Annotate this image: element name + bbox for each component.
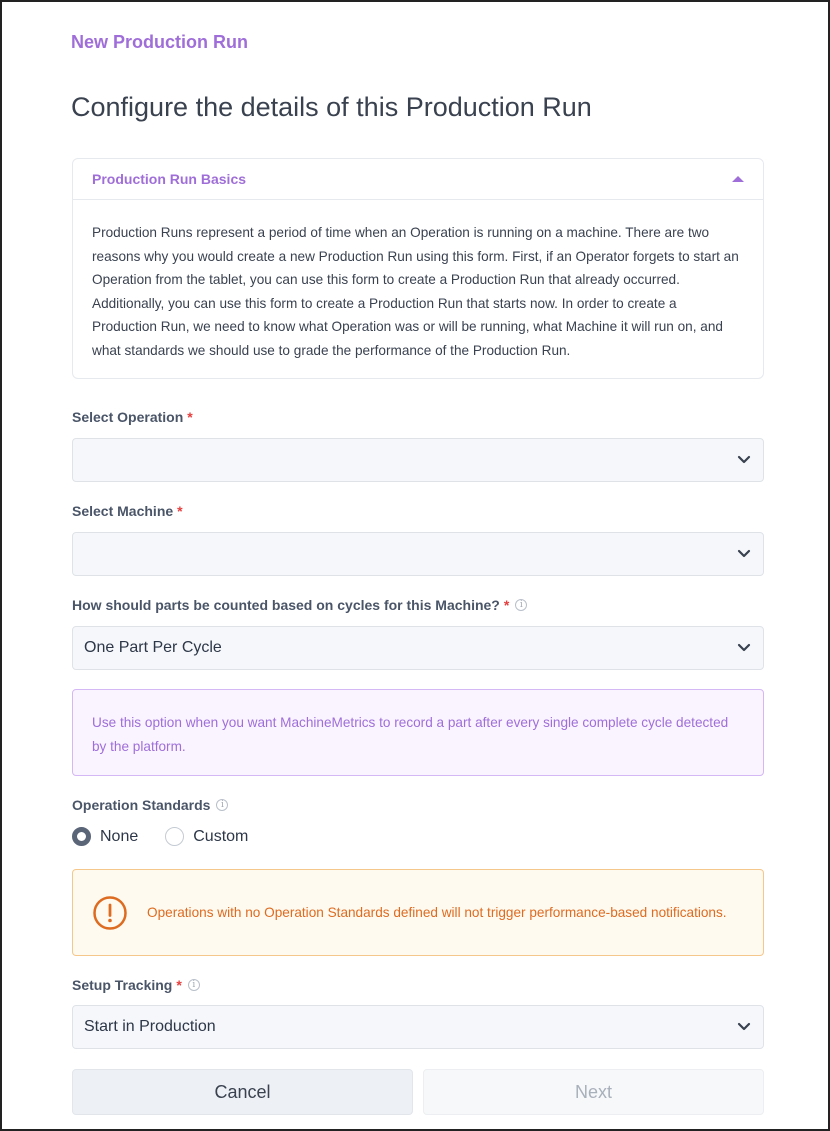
- standards-warning-text: Operations with no Operation Standards defined will not trigger performance-based notifications.: [147, 904, 727, 920]
- operation-label: [72, 409, 193, 425]
- basics-accordion-title: Production Run Basics: [92, 171, 247, 187]
- setup-tracking-select[interactable]: [72, 1005, 764, 1049]
- machine-label: [72, 503, 183, 519]
- chevron-down-icon: [737, 455, 751, 465]
- setup-tracking-label-text: Setup Tracking: [72, 977, 173, 993]
- page-title: Configure the details of this Production Run: [71, 92, 592, 122]
- part-counting-select-value: One Part Per Cycle: [84, 639, 222, 656]
- setup-tracking-label: [72, 977, 200, 993]
- next-button[interactable]: Next: [423, 1069, 764, 1115]
- page-eyebrow: New Production Run: [71, 32, 248, 52]
- info-icon[interactable]: i: [216, 799, 228, 811]
- radio-label: Custom: [193, 827, 249, 845]
- radio-label: None: [100, 827, 139, 845]
- required-marker: *: [176, 977, 182, 993]
- info-icon[interactable]: i: [188, 979, 200, 991]
- info-icon[interactable]: i: [515, 599, 527, 611]
- cancel-button[interactable]: Cancel: [72, 1069, 413, 1115]
- standards-label-text: Operation Standards: [72, 797, 211, 813]
- radio-unchecked-icon[interactable]: [165, 827, 184, 846]
- standards-label: [72, 797, 228, 813]
- operation-select[interactable]: [72, 438, 764, 482]
- required-marker: *: [187, 409, 193, 425]
- operation-label-text: Select Operation: [72, 409, 184, 425]
- machine-label-text: Select Machine: [72, 503, 174, 519]
- required-marker: *: [503, 597, 510, 613]
- chevron-down-icon: [737, 643, 751, 653]
- chevron-down-icon: [737, 1022, 751, 1032]
- alert-circle-icon: [92, 895, 128, 931]
- standards-warning: [72, 869, 764, 956]
- radio-checked-icon[interactable]: [72, 827, 91, 846]
- part-counting-select[interactable]: [72, 626, 764, 670]
- machine-select[interactable]: [72, 532, 764, 576]
- collapse-caret-icon[interactable]: [732, 176, 744, 182]
- basics-accordion: [72, 158, 764, 379]
- basics-description: Production Runs represent a period of time when an Operation is running on a machine. There are two reasons why you would create a new Production Run using this form. First, if an Operator forgets to start an Operation from the tablet, you can use this form to create a Production Run that already occurred. Additionally, you can use this form to create a Production Run that starts now. In order to create a Production Run, we need to know what Operation was or will be running, what Machine it will run on, and what standards we should use to grade the performance of the Production Run.: [92, 225, 739, 358]
- chevron-down-icon: [737, 549, 751, 559]
- standards-radio-custom[interactable]: [165, 827, 248, 846]
- basics-accordion-header[interactable]: [73, 159, 763, 200]
- part-counting-help: Use this option when you want MachineMetrics to record a part after every single complete cycle detected by the platform.: [72, 689, 764, 776]
- required-marker: *: [177, 503, 183, 519]
- standards-radio-group: [72, 827, 275, 846]
- standards-radio-none[interactable]: [72, 827, 138, 846]
- setup-tracking-select-value: Start in Production: [84, 1018, 216, 1035]
- part-counting-label: [72, 597, 527, 613]
- part-counting-label-text: How should parts be counted based on cycles for this Machine?: [72, 597, 500, 613]
